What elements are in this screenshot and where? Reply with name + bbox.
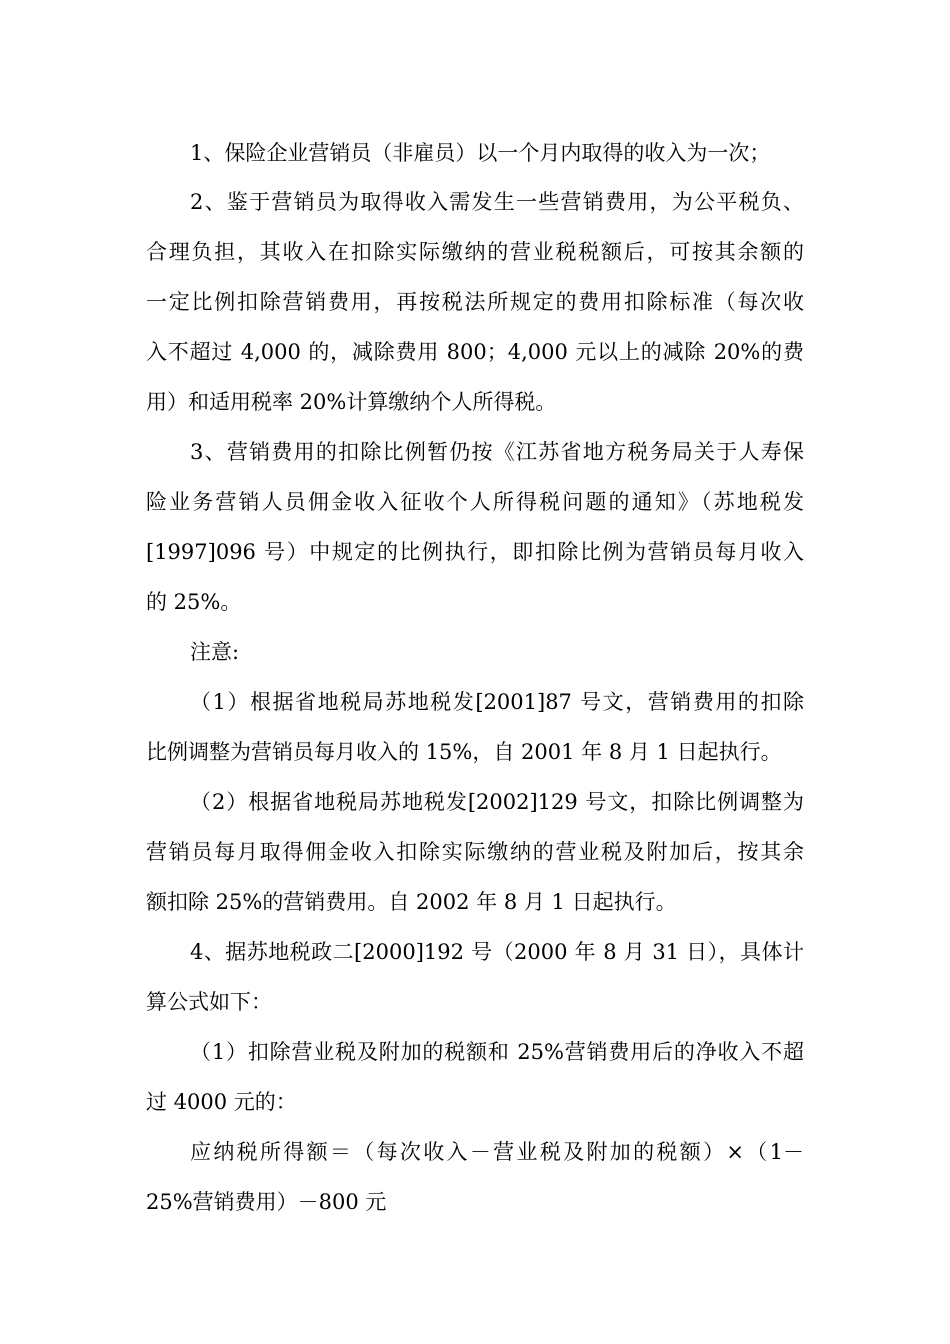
text-line: 险业务营销人员佣金收入征收个人所得税问题的通知》（苏地税发 — [146, 490, 804, 514]
text-line: （2）根据省地税局苏地税发[2002]129 号文，扣除比例调整为 — [190, 790, 804, 814]
text-line: 算公式如下： — [146, 990, 272, 1014]
text-line: （1）扣除营业税及附加的税额和 25%营销费用后的净收入不超 — [190, 1040, 804, 1064]
text-line: 合理负担，其收入在扣除实际缴纳的营业税税额后，可按其余额的 — [146, 240, 804, 264]
text-line: 注意: — [190, 640, 240, 664]
text-line: 比例调整为营销员每月收入的 15%，自 2001 年 8 月 1 日起执行。 — [146, 740, 782, 764]
text-line: 用）和适用税率 20%计算缴纳个人所得税。 — [146, 390, 557, 414]
text-line: 2、鉴于营销员为取得收入需发生一些营销费用，为公平税负、 — [190, 190, 804, 214]
text-line: 1、保险企业营销员（非雇员）以一个月内取得的收入为一次； — [190, 141, 771, 165]
text-line: 一定比例扣除营销费用，再按税法所规定的费用扣除标准（每次收 — [146, 290, 804, 314]
text-line: 入不超过 4,000 的，减除费用 800；4,000 元以上的减除 20%的费 — [146, 340, 804, 364]
text-line: （1）根据省地税局苏地税发[2001]87 号文，营销费用的扣除 — [190, 690, 804, 714]
text-line: 的 25%。 — [146, 590, 242, 614]
text-line: [1997]096 号）中规定的比例执行，即扣除比例为营销员每月收入 — [146, 540, 804, 564]
text-line: 额扣除 25%的营销费用。自 2002 年 8 月 1 日起执行。 — [146, 890, 677, 914]
text-line: 4、据苏地税政二[2000]192 号（2000 年 8 月 31 日），具体计 — [190, 940, 804, 964]
text-line: 25%营销费用）－800 元 — [146, 1190, 387, 1214]
text-line: 营销员每月取得佣金收入扣除实际缴纳的营业税及附加后，按其余 — [146, 840, 804, 864]
text-line: 3、营销费用的扣除比例暂仍按《江苏省地方税务局关于人寿保 — [190, 440, 804, 464]
text-line: 应纳税所得额＝（每次收入－营业税及附加的税额）×（1－ — [190, 1140, 804, 1164]
text-line: 过 4000 元的： — [146, 1090, 297, 1114]
